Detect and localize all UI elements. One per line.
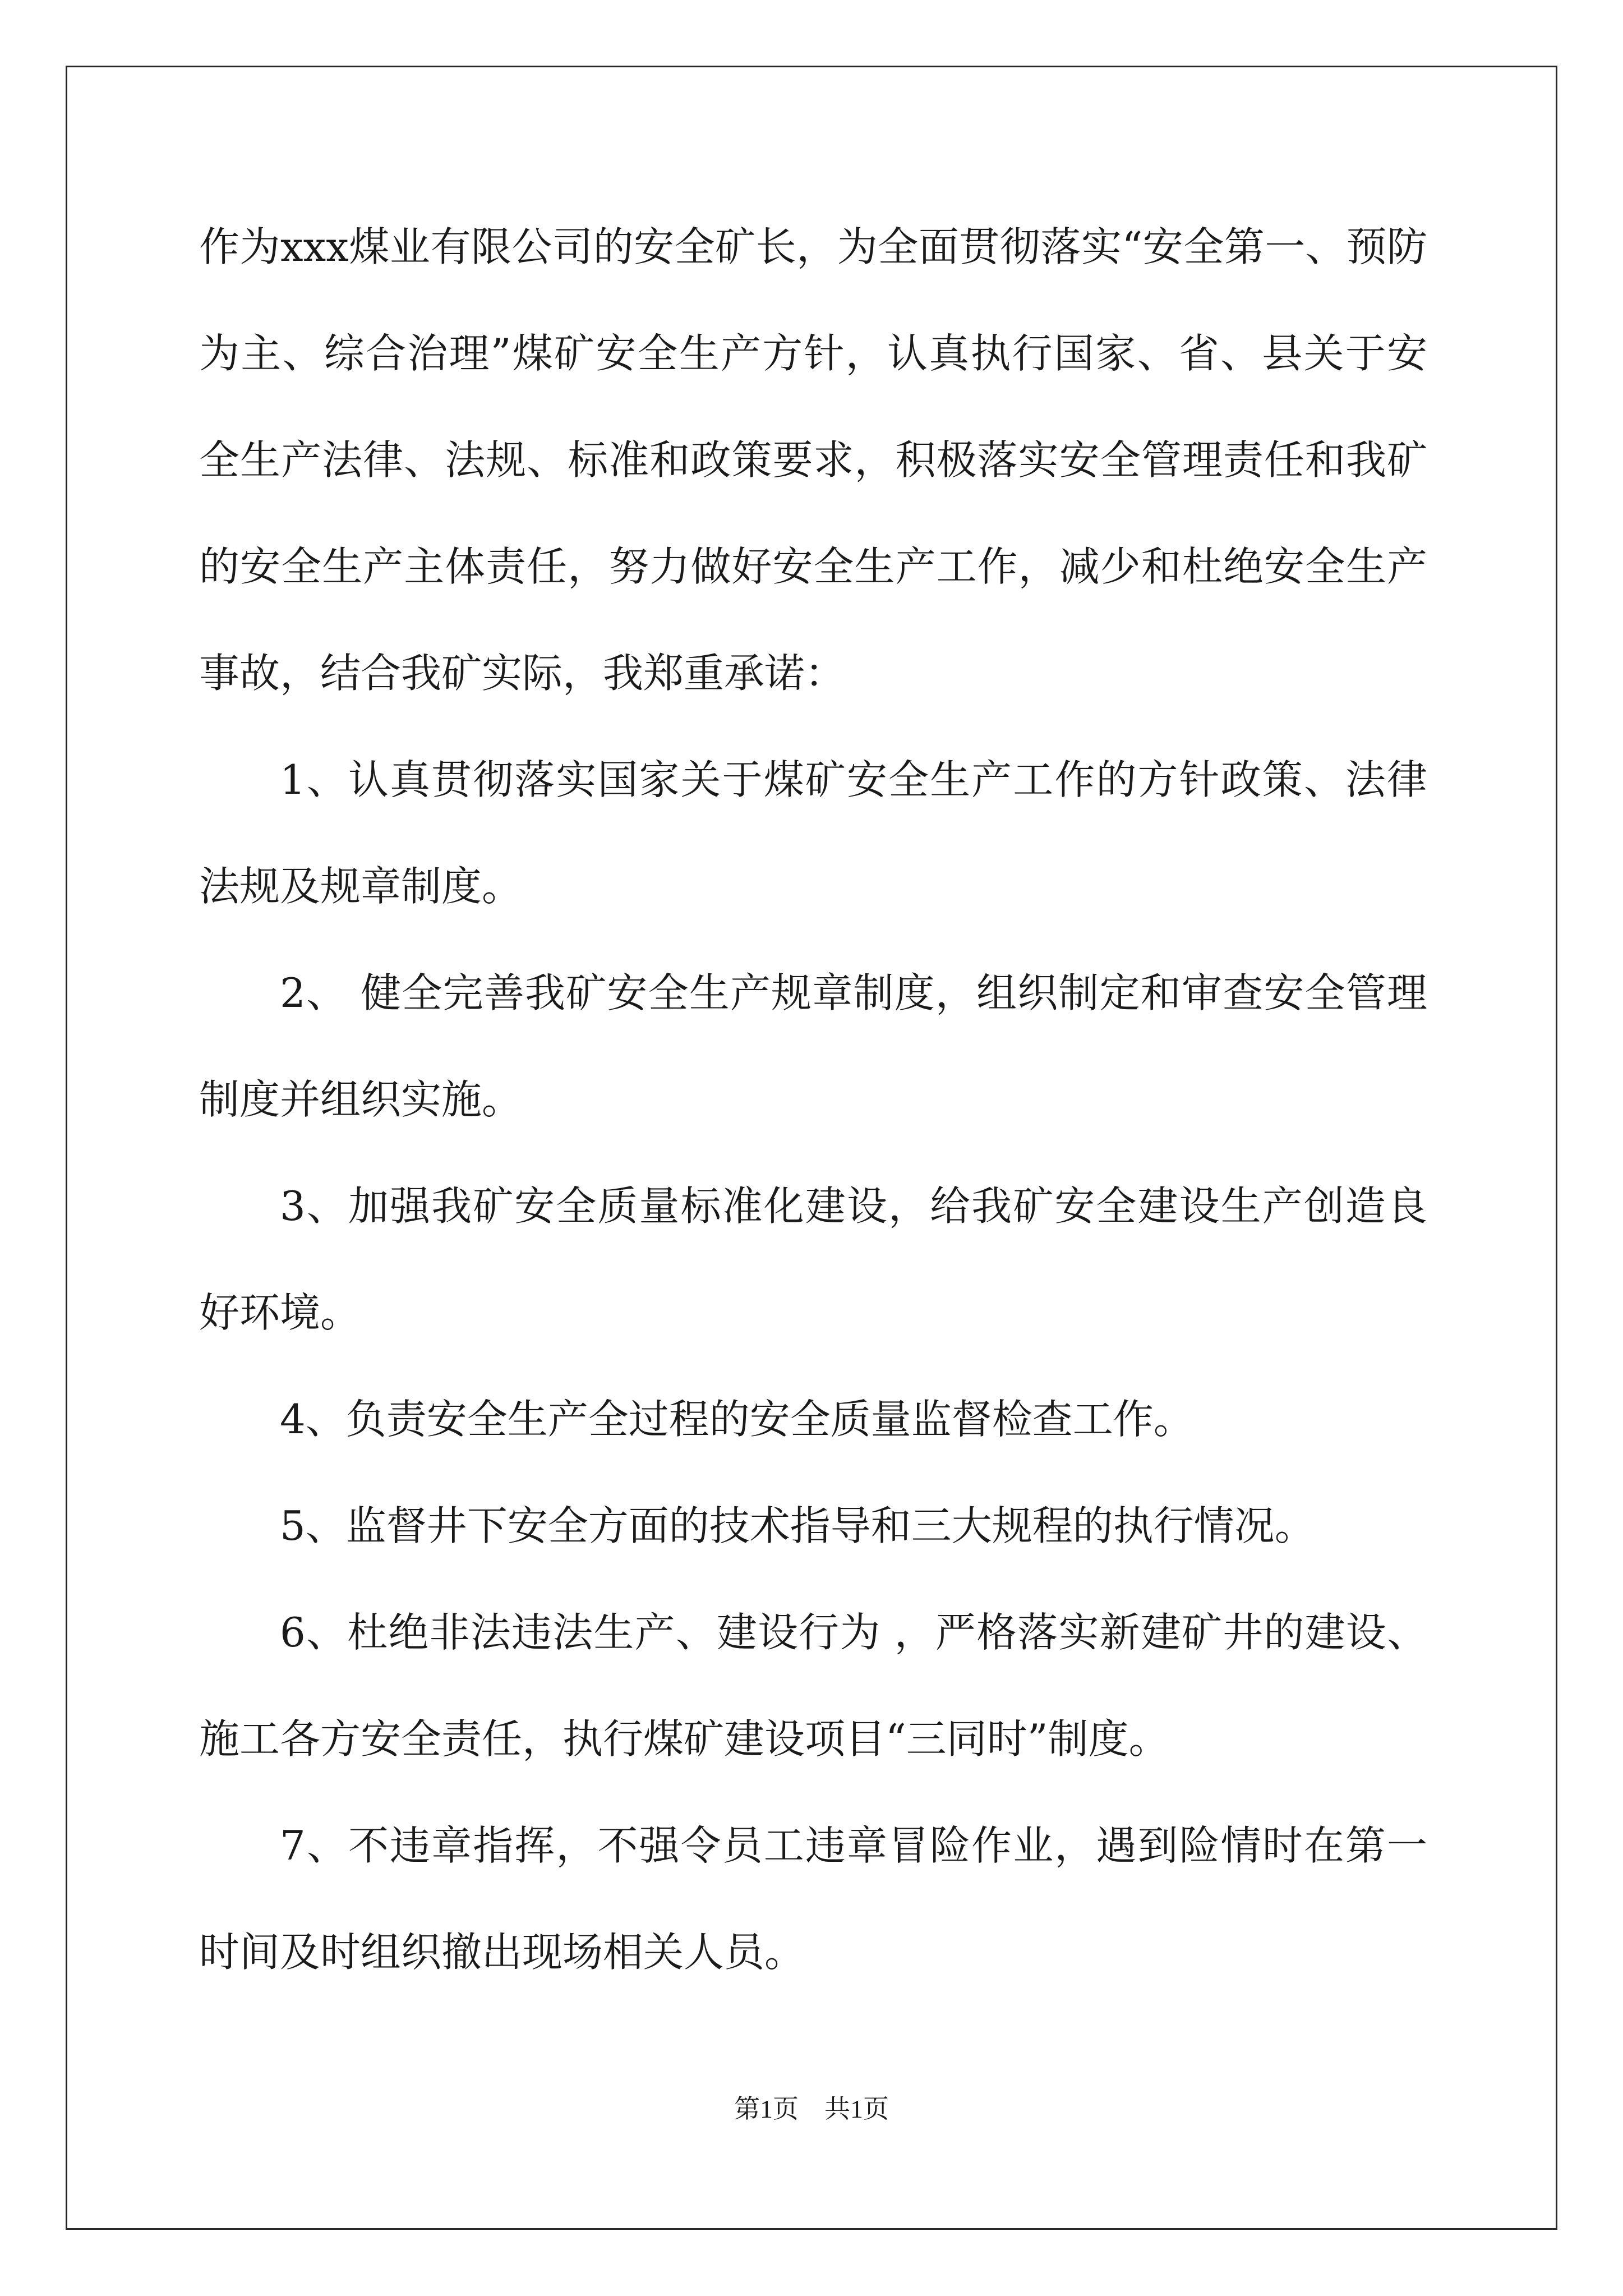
commitment-item-4: 4、负责安全生产全过程的安全质量监督检查工作。 [280,1396,1194,1443]
commitment-item-5: 5、监督井下安全方面的技术指导和三大规程的执行情况。 [280,1502,1315,1549]
page-footer: 第1页 共1页 [734,2095,889,2123]
commitment-item-2: 2、 健全完善我矿安全生产规章制度，组织制定和审查安全管理制度并组织实施。 [199,969,1427,1123]
commitment-item-7: 7、不违章指挥，不强令员工违章冒险作业，遇到险情时在第一时间及时组织撤出现场相关人员。 [199,1822,1427,1976]
commitment-item-3: 3、加强我矿安全质量标准化建设，给我矿安全建设生产创造良好环境。 [199,1182,1427,1336]
document-body [199,194,1427,2005]
intro-paragraph: 作为xxx煤业有限公司的安全矿长，为全面贯彻落实“安全第一、预防为主、综合治理”煤矿安全生产方针，认真执行国家、省、县关于安全生产法律、法规、标准和政策要求，积极落实安全管理责任和我矿的安全生产主体责任，努力做好安全生产工作，减少和杜绝安全生产事故，结合我矿实际，我郑重承诺： [199,223,1427,697]
commitment-item-6: 6、杜绝非法违法生产、建设行为 ，严格落实新建矿井的建设、施工各方安全责任，执行煤矿建设项目“三同时”制度。 [199,1609,1427,1763]
commitment-item-1: 1、认真贯彻落实国家关于煤矿安全生产工作的方针政策、法律法规及规章制度。 [199,756,1427,910]
